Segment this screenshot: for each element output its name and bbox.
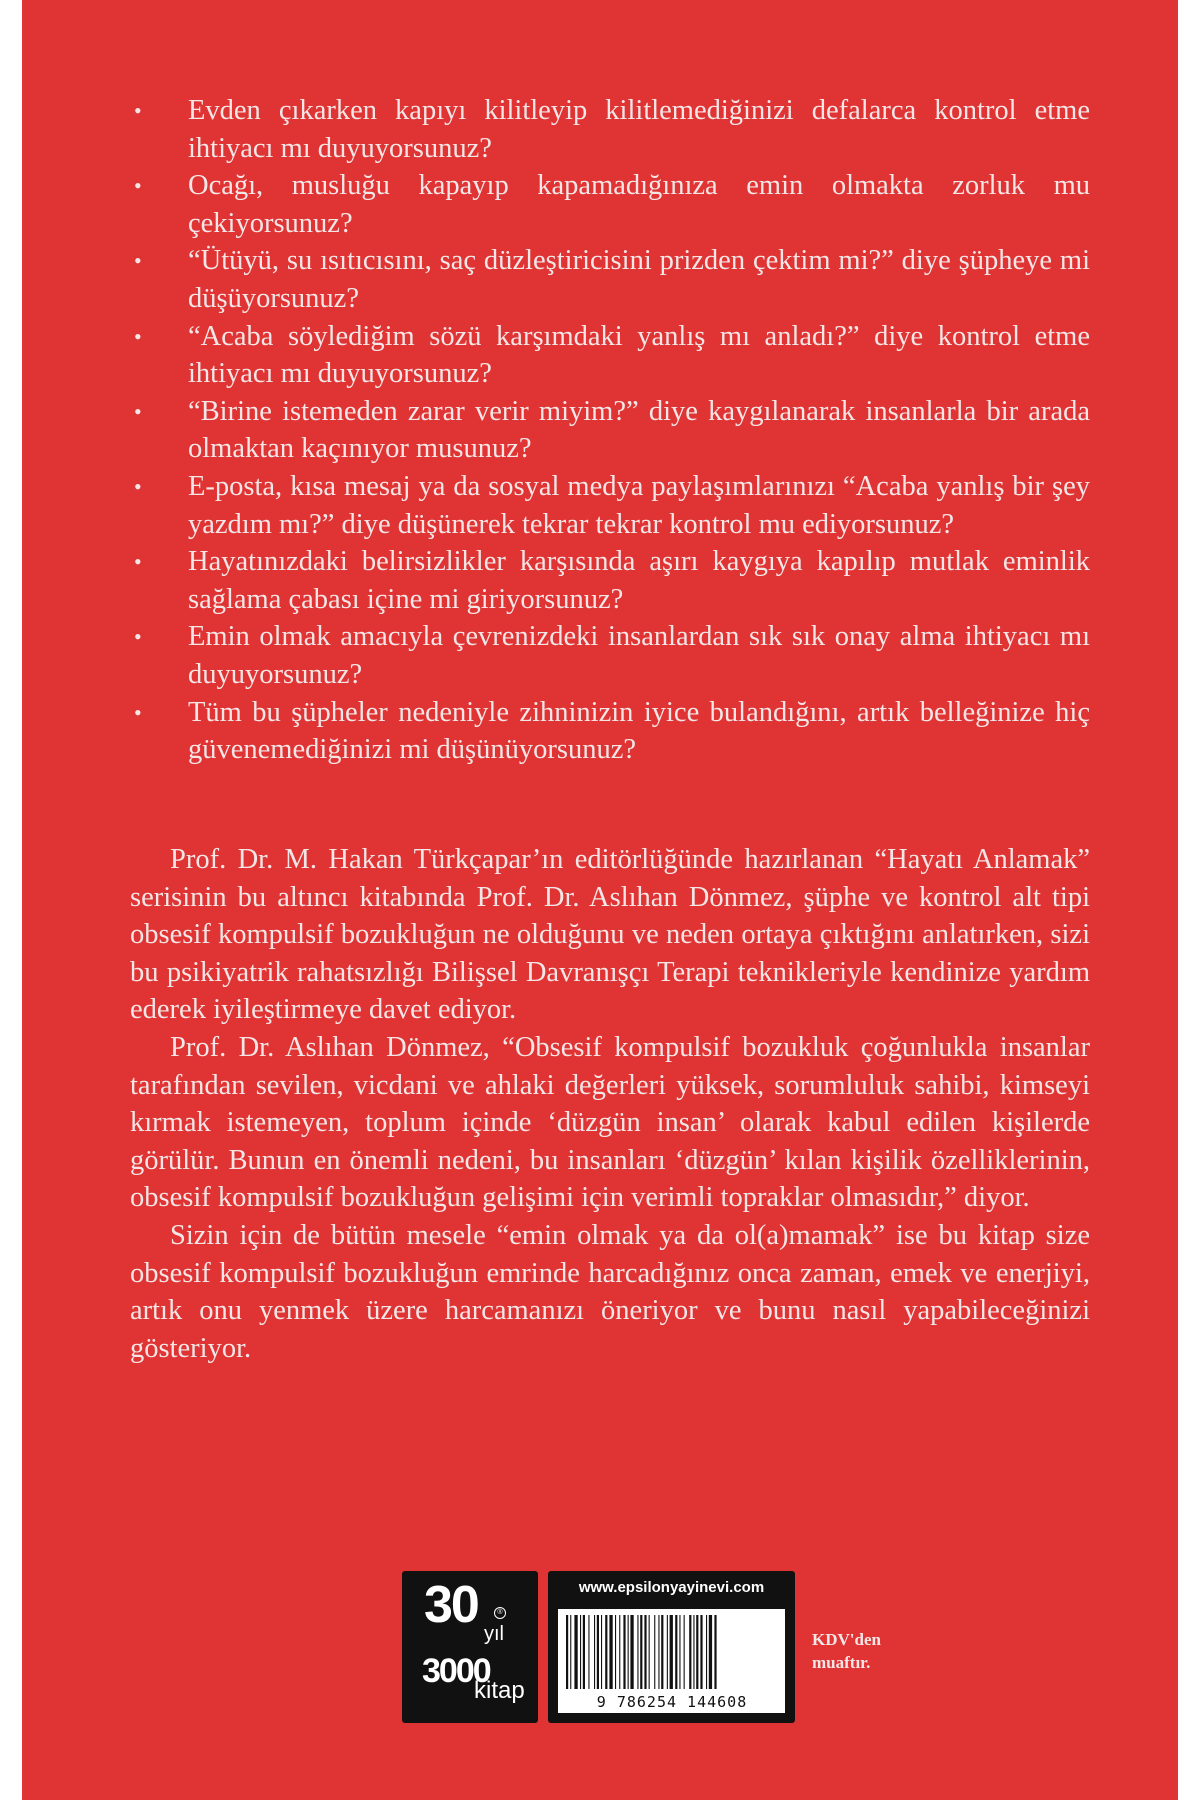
- bullet-icon: •: [134, 624, 142, 650]
- barcode-bar: [597, 1615, 599, 1689]
- barcode-bar: [615, 1615, 616, 1689]
- question-text: “Acaba söylediğim sözü karşımdaki yanlış mı anladı?” diye kontrol etme ihtiyacı mı duyuyorsunuz?: [188, 320, 1090, 390]
- barcode-bar: [588, 1615, 589, 1689]
- barcode-bar: [623, 1615, 625, 1689]
- bullet-icon: •: [134, 473, 142, 499]
- bullet-icon: •: [134, 98, 142, 123]
- question-text: Hayatınızdaki belirsizlikler karşısında aşırı kaygıya kapılıp mutlak eminlik sağlama çabası içine mi giriyorsunuz?: [188, 546, 1090, 615]
- question-text: Ocağı, musluğu kapayıp kapamadığınıza emin olmakta zorluk mu çekiyorsunuz?: [188, 170, 1090, 239]
- barcode-bar: [709, 1615, 712, 1689]
- barcode-bar: [566, 1615, 568, 1689]
- barcode-bar: [670, 1615, 673, 1689]
- question-text: “Ütüyü, su ısıtıcısını, saç düzleştiricisini prizden çektim mi?” diye şüpheye mi düşüyorsunuz?: [188, 245, 1090, 314]
- question-text: “Birine istemeden zarar verir miyim?” diye kaygılanarak insanlarla bir arada olmaktan kaçınıyor musunuz?: [188, 395, 1090, 465]
- question-item: [130, 694, 1090, 769]
- bullet-icon: •: [134, 699, 142, 725]
- barcode-bar: [630, 1615, 633, 1689]
- book-back-cover: [22, 0, 1178, 1800]
- question-text: Emin olmak amacıyla çevrenizdeki insanlardan sık sık onay alma ihtiyacı mı duyuyorsunuz?: [188, 621, 1090, 690]
- barcode-bar: [594, 1615, 595, 1689]
- barcode-bar: [706, 1615, 707, 1689]
- barcode-bar: [574, 1615, 577, 1689]
- blurb-text: [130, 841, 1090, 1367]
- barcode-bar: [640, 1615, 642, 1689]
- question-text: Evden çıkarken kapıyı kilitleyip kilitlemediğinizi defalarca kontrol etme ihtiyacı mı duyuyorsunuz?: [188, 95, 1090, 164]
- question-list: [130, 92, 1090, 769]
- barcode-bar: [675, 1615, 677, 1689]
- barcode-bar: [570, 1615, 571, 1689]
- tax-note-line: KDV'den: [812, 1630, 881, 1649]
- blurb-paragraph: Prof. Dr. Aslıhan Dönmez, “Obsesif kompulsif bozukluk çoğunlukla insanlar tarafından sevilen, vicdani ve ahlaki değerleri yüksek, sorumluluk sahibi, kimseyi kırmak istemeyen, toplum içinde ‘düzgün insan’ olarak kabul edilen kişilerde görülür. Bunun en önemli nedeni, bu insanları ‘düzgün’ kılan kişilik özelliklerinin, obsesif kompulsif bozukluğun gelişimi için verimli topraklar olmasıdır,” diyor.: [130, 1031, 1090, 1214]
- logo-years-number: 30: [424, 1576, 478, 1634]
- barcode-bar: [679, 1615, 680, 1689]
- barcode-bar: [609, 1615, 612, 1689]
- barcode-bar: [714, 1615, 716, 1689]
- barcode-bar: [605, 1615, 607, 1689]
- bullet-icon: •: [134, 173, 142, 199]
- logo-books-number: 3000: [422, 1652, 490, 1690]
- question-text: E-posta, kısa mesaj ya da sosyal medya paylaşımlarınızı “Acaba yanlış bir şey yazdım mı?” diye düşünerek tekrar tekrar kontrol mu ediyorsunuz?: [188, 470, 1090, 540]
- barcode-bar: [667, 1615, 668, 1689]
- question-item: [130, 618, 1090, 693]
- question-item: [130, 543, 1090, 618]
- isbn-barcode: [558, 1609, 785, 1713]
- question-item: [130, 242, 1090, 317]
- publisher-website: www.epsilonyayinevi.com: [578, 1579, 765, 1596]
- question-item: [130, 318, 1090, 393]
- isbn-number: 9 786254 144608: [596, 1693, 748, 1711]
- barcode-bar: [580, 1615, 581, 1689]
- barcode-bar: [583, 1615, 585, 1689]
- barcode-bar: [619, 1615, 620, 1689]
- bullet-icon: •: [134, 323, 142, 349]
- barcode-bar: [628, 1615, 629, 1689]
- barcode-bar: [649, 1615, 650, 1689]
- blurb-paragraph: Sizin için de bütün mesele “emin olmak ya da ol(a)mamak” ise bu kitap size obsesif kompulsif bozukluğun emrinde harcadığınız onca zaman, emek ve enerjiyi, artık onu yenmek üzere harcamanızı öneriyor ve bunu nasıl yapabileceğinizi gösteriyor.: [130, 1219, 1090, 1364]
- question-item: [130, 92, 1090, 167]
- barcode-bar: [700, 1615, 702, 1689]
- registered-mark-icon: ®: [494, 1607, 506, 1619]
- barcode-bar: [693, 1615, 694, 1689]
- bullet-icon: •: [134, 248, 142, 274]
- barcode-bar: [689, 1615, 691, 1689]
- question-text: Tüm bu şüpheler nedeniyle zihninizin iyice bulandığını, artık belleğinize hiç güvenemediğinizi mi düşünüyorsunuz?: [188, 696, 1090, 766]
- anniversary-logo: [402, 1571, 538, 1723]
- blurb-paragraph: Prof. Dr. M. Hakan Türkçapar’ın editörlüğünde hazırlanan “Hayatı Anlamak” serisinin bu altıncı kitabında Prof. Dr. Aslıhan Dönmez, şüphe ve kontrol alt tipi obsesif kompulsif bozukluğun ne olduğunu ve neden ortaya çıktığını anlatırken, sizi bu psikiyatrik rahatsızlığı Bilişsel Davranışçı Terapi teknikleriyle kendinize yardım ederek iyileştirmeye davet ediyor.: [130, 844, 1090, 1026]
- barcode-bar: [696, 1615, 698, 1689]
- logo-years-word: yıl: [484, 1623, 504, 1645]
- barcode-bars-icon: [564, 1615, 779, 1689]
- barcode-bar: [661, 1615, 663, 1689]
- barcode-bar: [684, 1615, 685, 1689]
- barcode-panel: [548, 1571, 795, 1723]
- tax-exemption-note: [812, 1628, 912, 1674]
- logo-books-word: kitap: [474, 1677, 525, 1704]
- question-item: [130, 393, 1090, 468]
- barcode-bar: [644, 1615, 646, 1689]
- question-item: [130, 167, 1090, 242]
- bullet-icon: •: [134, 398, 142, 424]
- barcode-bar: [654, 1615, 655, 1689]
- bullet-icon: •: [134, 549, 142, 575]
- question-item: [130, 468, 1090, 543]
- barcode-bar: [637, 1615, 638, 1689]
- tax-note-line: muaftır.: [812, 1653, 871, 1672]
- barcode-bar: [601, 1615, 602, 1689]
- barcode-bar: [658, 1615, 659, 1689]
